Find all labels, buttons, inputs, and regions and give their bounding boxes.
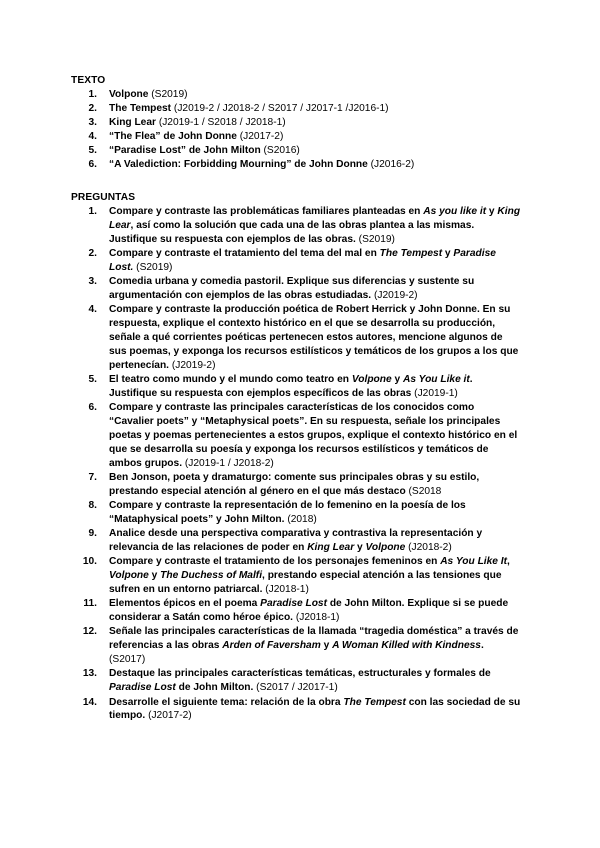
- pregunta-item: [71, 275, 521, 303]
- item-text: .: [480, 640, 484, 652]
- item-text-code: (J2019-1 / S2018 / J2018-1): [155, 116, 286, 128]
- item-number: 7.: [88, 472, 97, 483]
- item-work-title: Paradise Lost.: [109, 248, 496, 273]
- pregunta-item: [71, 667, 521, 695]
- item-text: Compare y contraste el tratamiento del tema del mal en: [109, 248, 380, 260]
- item-text: Desarrolle el siguiente tema: relación de la obra: [109, 696, 344, 708]
- item-text: Analice desde una perspectiva comparativa y contrastiva la representación y relevancia de las relaciones de poder en: [109, 528, 483, 554]
- texto-list: [71, 88, 521, 171]
- item-work-title: The Tempest: [379, 248, 443, 260]
- pregunta-item: [71, 625, 521, 667]
- pregunta-item: [71, 247, 521, 275]
- item-text-title: King Lear: [109, 116, 156, 128]
- texto-heading: TEXTO: [71, 75, 106, 86]
- item-work-title: As you like it: [423, 206, 487, 217]
- pregunta-item: [71, 205, 521, 247]
- item-text: y: [391, 374, 403, 386]
- item-exam-code: (J2019-1): [411, 387, 458, 399]
- item-number: 8.: [88, 500, 97, 512]
- texto-item: [71, 102, 521, 116]
- item-exam-code: (S2019): [133, 261, 173, 273]
- item-text-title: “A Valediction: Forbidding Mourning” de John Donne: [109, 158, 368, 170]
- item-text: Compare y contraste la producción poética de Robert Herrick y John Donne. En su respuesta, explique el contexto histórico en el que se desarrolla su producción, señale a qué corrientes poéticas pertenecen estos autores, mencione algunos de sus poemas, y exponga los recursos estilísticos y temáticos de los grupos a los que pertenecían.: [109, 304, 519, 371]
- item-text-title: “Paradise Lost” de John Milton: [109, 144, 261, 156]
- texto-item: [71, 116, 521, 130]
- item-text-code: (J2019-2 / J2018-2 / S2017 / J2017-1 /J2016-1): [171, 102, 389, 114]
- item-exam-code: (J2019-2): [371, 290, 418, 302]
- pregunta-item: [71, 303, 521, 373]
- pregunta-item: [71, 597, 521, 625]
- item-number: 5.: [88, 374, 97, 386]
- item-number: 3.: [88, 116, 97, 128]
- item-text: Destaque las principales características temáticas, estructurales y formales de: [109, 668, 491, 680]
- item-text: y: [354, 542, 366, 554]
- item-number: 4.: [88, 304, 97, 316]
- item-text: Compare y contraste el tratamiento de los personajes femeninos en: [109, 556, 441, 568]
- item-exam-code: (J2018-2): [405, 542, 452, 554]
- item-number: 2.: [88, 102, 97, 114]
- item-work-title: The Tempest: [343, 696, 406, 708]
- item-exam-code: (J2018-1): [293, 612, 340, 624]
- item-text: Señale las principales características de la llamada “tragedia doméstica” a través de referencias a las obras: [109, 626, 519, 652]
- item-work-title: Paradise Lost: [109, 682, 176, 694]
- item-work-title: Arden of Faversham: [222, 640, 321, 652]
- item-number: 11.: [83, 598, 97, 610]
- pregunta-item: [71, 555, 521, 597]
- item-text: y: [486, 206, 498, 217]
- item-number: 12.: [82, 626, 97, 638]
- item-work-title: Volpone: [365, 542, 406, 554]
- item-text: y: [320, 640, 333, 652]
- item-exam-code: (J2018-1): [262, 584, 309, 596]
- item-work-title: A Woman Killed with Kindness: [332, 640, 481, 652]
- item-exam-code: (2018): [284, 514, 317, 526]
- pregunta-item: [71, 696, 521, 724]
- item-number: 6.: [88, 402, 97, 414]
- item-text-title: “The Flea” de John Donne: [109, 130, 237, 142]
- pregunta-item: [71, 401, 521, 471]
- texto-item: [71, 144, 521, 158]
- item-work-title: King Lear: [307, 542, 355, 554]
- item-exam-code: (S2017 / J2017-1): [253, 682, 338, 694]
- item-number: 1.: [88, 89, 97, 100]
- item-exam-code: (S2017): [109, 654, 146, 666]
- item-text: El teatro como mundo y el mundo como teatro en: [109, 374, 352, 386]
- item-text-title: Volpone: [109, 89, 149, 100]
- item-text: , prestando especial atención a las tensiones que sufren en un entorno patriarcal.: [109, 570, 502, 596]
- item-text: . Justifique su respuesta con ejemplos específicos de las obras: [109, 374, 473, 399]
- item-text-code: (J2016-2): [367, 158, 415, 170]
- item-exam-code: (J2019-1 / J2018-2): [182, 457, 274, 469]
- pregunta-item: [71, 527, 521, 555]
- item-number: 6.: [88, 158, 97, 170]
- texto-item: [71, 130, 521, 144]
- item-number: 3.: [88, 276, 97, 288]
- item-number: 10.: [82, 556, 97, 568]
- item-work-title: King Lear: [109, 206, 521, 231]
- item-work-title: As You Like it: [402, 374, 470, 386]
- item-number: 13.: [82, 668, 97, 680]
- item-number: 2.: [88, 248, 97, 260]
- item-exam-code: (S2018: [405, 485, 442, 497]
- texto-item: [71, 158, 521, 172]
- item-text: Comedia urbana y comedia pastoril. Explique sus diferencias y sustente su argumentación con ejemplos de las obras estudiadas.: [109, 276, 475, 302]
- item-work-title: As You Like It: [440, 556, 508, 568]
- texto-item: [71, 88, 521, 102]
- item-text: de John Milton.: [175, 682, 254, 694]
- item-text-title: The Tempest: [109, 102, 172, 114]
- item-text-code: (J2017-2): [236, 130, 284, 142]
- item-text: con las sociedad de su tiempo.: [109, 696, 521, 722]
- preguntas-list: [71, 205, 521, 724]
- pregunta-item: [71, 499, 521, 527]
- item-number: 5.: [88, 144, 97, 156]
- item-text: Elementos épicos en el poema: [109, 598, 261, 610]
- item-text: Compare y contraste las principales características de los conocidos como “Cavalier poets” y “Metaphysical poets”. En su respuesta, señale los principales poetas y poemas pertenecientes a estos grupos, explique el contexto histórico en el que se desarrolla su poesía y exponga los recursos estilísticos y temáticos de ambos grupos.: [109, 402, 518, 469]
- item-work-title: Paradise Lost: [260, 598, 327, 610]
- item-work-title: Volpone: [351, 374, 392, 386]
- item-number: 1.: [88, 206, 97, 217]
- pregunta-item: [71, 471, 521, 499]
- preguntas-heading: PREGUNTAS: [71, 192, 136, 203]
- item-text: ,: [507, 556, 510, 568]
- item-exam-code: (J2019-2): [169, 359, 216, 371]
- item-text: y: [442, 248, 454, 260]
- item-number: 9.: [88, 528, 97, 540]
- item-work-title: Volpone: [109, 570, 149, 582]
- item-text: y: [148, 570, 161, 582]
- item-number: 4.: [88, 130, 97, 142]
- pregunta-item: [71, 373, 521, 401]
- item-work-title: The Duchess of Malfi: [160, 570, 263, 582]
- item-text: Compare y contraste la representación de lo femenino en la poesía de los “Mataphysical poets” y John Milton.: [109, 500, 466, 526]
- item-text: de John Milton. Explique si se puede considerar a Satán como héroe épico.: [109, 598, 509, 624]
- item-text: , así como la solución que cada una de las obras plantea a las mismas. Justifique su respuesta con ejemplos de las obras.: [109, 219, 475, 245]
- item-exam-code: (S2019): [355, 233, 395, 245]
- item-text-code: (S2016): [260, 144, 300, 156]
- item-text: Compare y contraste las problemáticas familiares planteadas en: [109, 206, 424, 217]
- item-number: 14.: [82, 696, 97, 708]
- item-exam-code: (J2017-2): [145, 710, 192, 722]
- item-text: Ben Jonson, poeta y dramaturgo: comente sus principales obras y su estilo, prestando especial atención al género en el que más destaco: [109, 472, 480, 497]
- item-text-code: (S2019): [148, 89, 188, 100]
